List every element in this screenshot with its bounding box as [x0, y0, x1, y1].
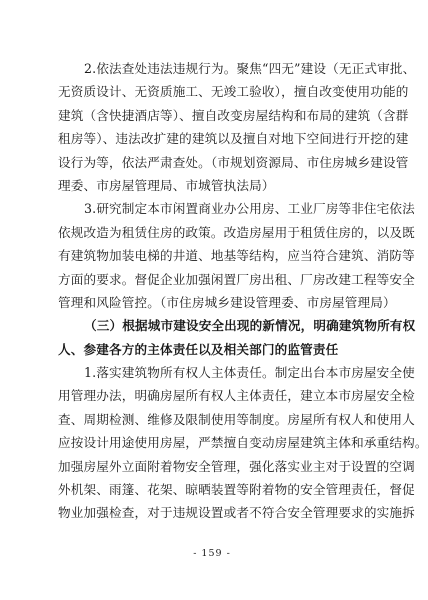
text-line: 3.研究制定本市闲置商业办公用房、工业厂房等非住宅依法 — [84, 201, 415, 217]
page-number: - 159 - — [193, 548, 231, 559]
text-line: 管理和风险管控。（市住房城乡建设管理委、市房屋管理局） — [58, 294, 396, 310]
text-line: 2.依法查处违法违规行为。聚焦“四无”建设（无正式审批、 — [84, 61, 416, 76]
text-line: 方面的要求。督促企业加强闲置厂房出租、厂房改建工程等安全 — [58, 271, 415, 287]
paragraph-item-3 — [58, 197, 415, 314]
heading-line: （三）根据城市建设安全出现的新情况，明确建筑物所有权 — [84, 318, 416, 334]
text-line: 设行为等，依法严肃查处。（市规划资源局、市住房城乡建设管 — [58, 154, 409, 170]
text-line: 依规改造为租赁住房的政策。改造房屋用于租赁住房的，以及既 — [58, 224, 415, 240]
document-body — [58, 57, 428, 525]
section-heading — [58, 314, 416, 361]
text-line: 物业加强检查，对于违规设置或者不符合安全管理要求的实施拆 — [58, 505, 415, 521]
text-line: 建筑（含快捷酒店等）、擅自改变房屋结构和布局的建筑（含群 — [58, 107, 409, 123]
text-line: 应按设计用途使用房屋，严禁擅自变动房屋建筑主体和承重结构。 — [58, 435, 428, 451]
text-line: 租房等）、违法改扩建的建筑以及擅自对地下空间进行开挖的建 — [58, 131, 409, 147]
text-line: 外机架、雨篷、花架、晾晒装置等附着物的安全管理责任，督促 — [58, 482, 415, 498]
text-line: 理委、市房屋管理局、市城管执法局） — [58, 177, 275, 193]
heading-line: 人、参建各方的主体责任以及相关部门的监管责任 — [58, 341, 339, 357]
text-line: 无资质设计、无资质施工、无竣工验收），擅自改变使用功能的 — [58, 84, 409, 100]
paragraph-item-2 — [58, 57, 416, 197]
text-line: 加强房屋外立面附着物安全管理，强化落实业主对于设置的空调 — [58, 458, 415, 474]
text-line: 有建筑物加装电梯的井道、地基等结构，应当符合建筑、消防等 — [58, 248, 415, 264]
text-line: 1.落实建筑物所有权人主体责任。制定出台本市房屋安全使 — [84, 365, 415, 381]
paragraph-item-1 — [58, 361, 428, 525]
text-line: 查、周期检测、维修及限制使用等制度。房屋所有权人和使用人 — [58, 411, 415, 427]
text-line: 用管理办法，明确房屋所有权人主体责任，建立本市房屋安全检 — [58, 388, 415, 404]
